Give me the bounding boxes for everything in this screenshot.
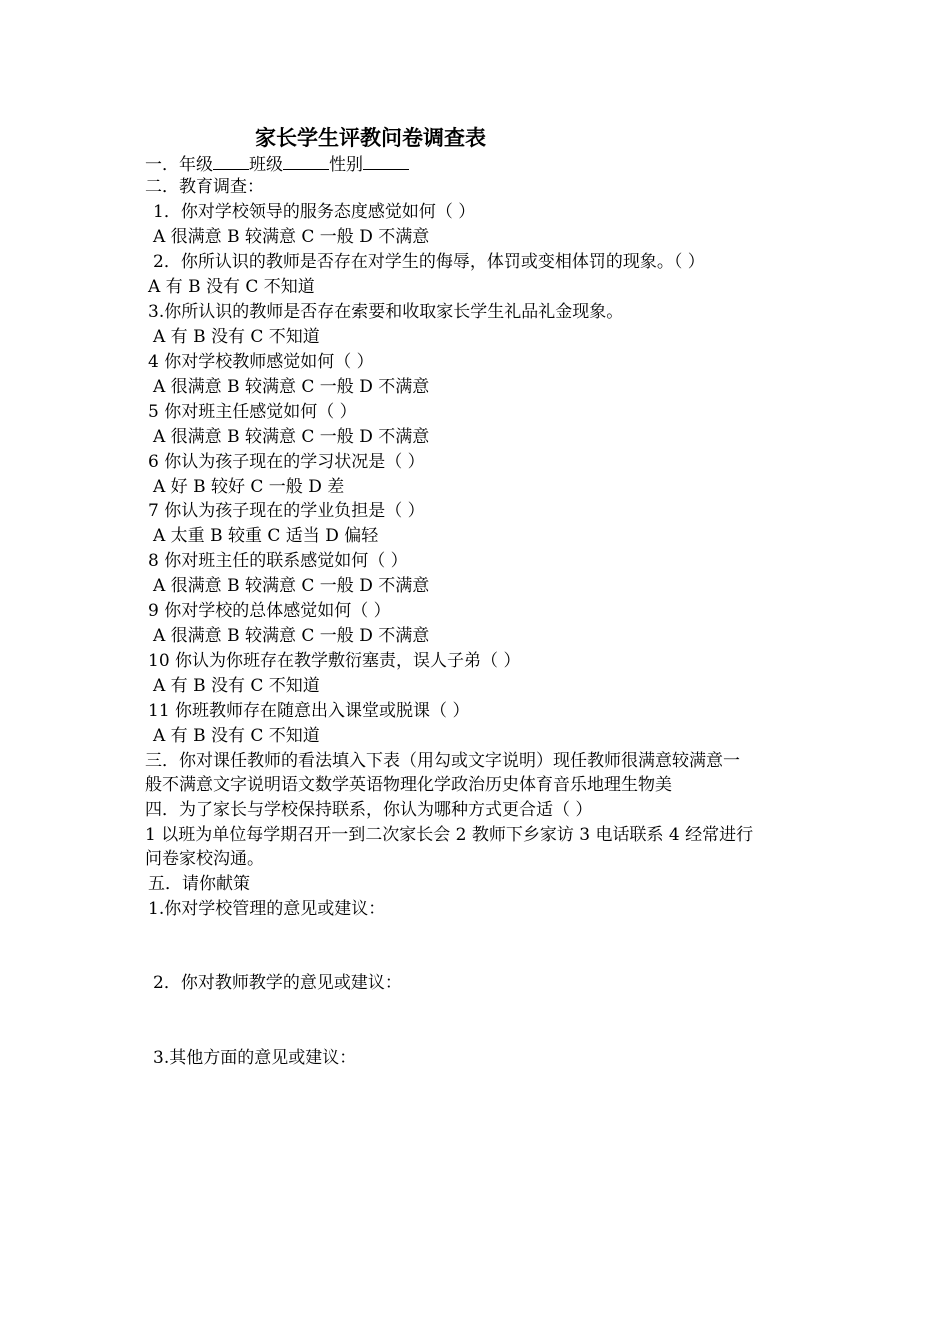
- question-7-options: A 太重 B 较重 C 适当 D 偏轻: [153, 526, 379, 546]
- question-3-options: A 有 B 没有 C 不知道: [153, 327, 320, 347]
- question-11-options: A 有 B 没有 C 不知道: [153, 726, 320, 746]
- question-2: 2．你所认识的教师是否存在对学生的侮辱，体罚或变相体罚的现象。（ ）: [153, 252, 705, 272]
- suggestion-other: 3.其他方面的意见或建议：: [153, 1048, 357, 1068]
- question-5-options: A 很满意 B 较满意 C 一般 D 不满意: [153, 427, 430, 447]
- section-3-line-1: 三．你对课任教师的看法填入下表（用勾或文字说明）现任教师很满意较满意一: [145, 751, 740, 771]
- question-2-options: A 有 B 没有 C 不知道: [148, 277, 315, 297]
- section-3-line-2: 般不满意文字说明语文数学英语物理化学政治历史体育音乐地理生物美: [145, 775, 672, 795]
- section-1-basic-info: [145, 151, 409, 175]
- suggestion-teaching: 2．你对教师教学的意见或建议：: [153, 973, 402, 993]
- suggestion-school-management: 1.你对学校管理的意见或建议：: [148, 899, 386, 919]
- question-4: 4 你对学校教师感觉如何（ ）: [148, 352, 374, 372]
- question-7: 7 你认为孩子现在的学业负担是（ ）: [148, 501, 425, 521]
- question-6-options: A 好 B 较好 C 一般 D 差: [153, 477, 345, 497]
- question-1: 1．你对学校领导的服务态度感觉如何（ ）: [153, 202, 476, 222]
- question-9-options: A 很满意 B 较满意 C 一般 D 不满意: [153, 626, 430, 646]
- question-8-options: A 很满意 B 较满意 C 一般 D 不满意: [153, 576, 430, 596]
- class-blank[interactable]: [283, 151, 329, 170]
- section-2-heading: 二．教育调查：: [145, 177, 264, 197]
- section-4-heading: 四．为了家长与学校保持联系，你认为哪种方式更合适（ ）: [145, 800, 593, 820]
- grade-blank[interactable]: [213, 151, 249, 170]
- section-4-options-line-1: 1 以班为单位每学期召开一到二次家长会 2 教师下乡家访 3 电话联系 4 经常进行: [145, 825, 754, 845]
- question-4-options: A 很满意 B 较满意 C 一般 D 不满意: [153, 377, 430, 397]
- question-8: 8 你对班主任的联系感觉如何（ ）: [148, 551, 408, 571]
- question-10-options: A 有 B 没有 C 不知道: [153, 676, 320, 696]
- document-title: 家长学生评教问卷调查表: [255, 125, 486, 150]
- question-1-options: A 很满意 B 较满意 C 一般 D 不满意: [153, 227, 430, 247]
- section-4-options-line-2: 问卷家校沟通。: [145, 849, 264, 869]
- gender-blank[interactable]: [363, 151, 409, 170]
- section-5-heading: 五．请你献策: [148, 874, 250, 894]
- grade-label: 一．年级: [145, 155, 213, 175]
- question-3: 3.你所认识的教师是否存在索要和收取家长学生礼品礼金现象。: [148, 302, 624, 322]
- class-label: 班级: [249, 155, 283, 175]
- question-11: 11 你班教师存在随意出入课堂或脱课（ ）: [148, 701, 470, 721]
- question-10: 10 你认为你班存在教学敷衍塞责，误人子弟（ ）: [148, 651, 521, 671]
- question-9: 9 你对学校的总体感觉如何（ ）: [148, 601, 391, 621]
- question-5: 5 你对班主任感觉如何（ ）: [148, 402, 357, 422]
- question-6: 6 你认为孩子现在的学习状况是（ ）: [148, 452, 425, 472]
- gender-label: 性别: [329, 155, 363, 175]
